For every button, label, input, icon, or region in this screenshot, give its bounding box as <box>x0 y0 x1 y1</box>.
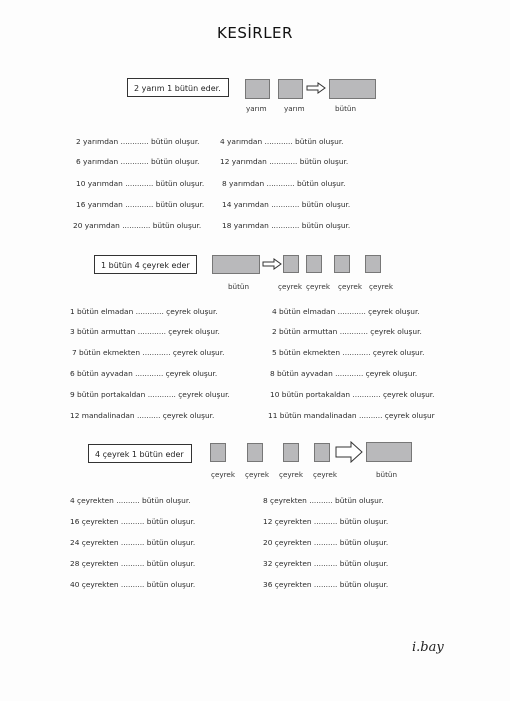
arrow-right-icon <box>306 82 326 94</box>
exercise-line: 32 çeyrekten .......... bütün oluşur. <box>263 559 389 568</box>
page-title: KESİRLER <box>217 24 293 42</box>
exercise-line: 16 yarımdan ............ bütün oluşur. <box>76 200 205 209</box>
exercise-line: 3 bütün armuttan ............ çeyrek oluşur. <box>70 327 220 336</box>
exercise-line: 14 yarımdan ............ bütün oluşur. <box>222 200 351 209</box>
exercise-line: 8 çeyrekten .......... bütün oluşur. <box>263 496 384 505</box>
exercise-line: 12 mandalinadan .......... çeyrek oluşur. <box>70 411 215 420</box>
quarter-block-3 <box>283 443 299 462</box>
label-quarter-2: çeyrek <box>245 470 270 479</box>
exercise-line: 40 çeyrekten .......... bütün oluşur. <box>70 580 196 589</box>
quarter-block-1 <box>210 443 226 462</box>
label-whole: bütün <box>376 470 398 479</box>
exercise-line: 16 çeyrekten .......... bütün oluşur. <box>70 517 196 526</box>
exercise-line: 2 bütün armuttan ............ çeyrek oluşur. <box>272 327 422 336</box>
exercise-line: 20 çeyrekten .......... bütün oluşur. <box>263 538 389 547</box>
label-half-1: yarım <box>246 104 267 113</box>
exercise-line: 1 bütün elmadan ............ çeyrek oluşur. <box>70 307 218 316</box>
exercise-line: 2 yarımdan ............ bütün oluşur. <box>76 137 200 146</box>
half-block-2 <box>278 79 303 99</box>
label-quarter-4: çeyrek <box>313 470 338 479</box>
exercise-line: 11 bütün mandalinadan .......... çeyrek oluşur <box>268 411 435 420</box>
author-signature: i.bay <box>412 640 444 655</box>
label-half-2: yarım <box>284 104 305 113</box>
whole-block <box>366 442 412 462</box>
exercise-line: 24 çeyrekten .......... bütün oluşur. <box>70 538 196 547</box>
exercise-line: 8 bütün ayvadan ............ çeyrek oluşur. <box>270 369 418 378</box>
exercise-line: 28 çeyrekten .......... bütün oluşur. <box>70 559 196 568</box>
exercise-line: 10 bütün portakaldan ............ çeyrek oluşur. <box>270 390 435 399</box>
label-quarter-1: çeyrek <box>211 470 236 479</box>
rule-box-quarters: 1 bütün 4 çeyrek eder <box>94 255 197 274</box>
quarter-block-3 <box>334 255 350 273</box>
arrow-right-icon <box>335 441 363 463</box>
label-quarter-3: çeyrek <box>338 282 363 291</box>
rule-box-halves: 2 yarım 1 bütün eder. <box>127 78 229 97</box>
exercise-line: 7 bütün ekmekten ............ çeyrek oluşur. <box>72 348 225 357</box>
exercise-line: 8 yarımdan ............ bütün oluşur. <box>222 179 346 188</box>
exercise-line: 10 yarımdan ............ bütün oluşur. <box>76 179 205 188</box>
label-quarter-1: çeyrek <box>278 282 303 291</box>
half-block-1 <box>245 79 270 99</box>
quarter-block-2 <box>306 255 322 273</box>
arrow-right-icon <box>262 258 282 270</box>
label-whole: bütün <box>335 104 357 113</box>
label-quarter-4: çeyrek <box>369 282 394 291</box>
exercise-line: 4 çeyrekten .......... bütün oluşur. <box>70 496 191 505</box>
whole-block <box>329 79 376 99</box>
exercise-line: 18 yarımdan ............ bütün oluşur. <box>222 221 351 230</box>
exercise-line: 20 yarımdan ............ bütün oluşur. <box>73 221 202 230</box>
rule-box-quarters-to-whole: 4 çeyrek 1 bütün eder <box>88 444 192 463</box>
label-whole: bütün <box>228 282 250 291</box>
exercise-line: 5 bütün ekmekten ............ çeyrek oluşur. <box>272 348 425 357</box>
exercise-line: 6 yarımdan ............ bütün oluşur. <box>76 157 200 166</box>
label-quarter-3: çeyrek <box>279 470 304 479</box>
exercise-line: 6 bütün ayvadan ............ çeyrek oluşur. <box>70 369 218 378</box>
label-quarter-2: çeyrek <box>306 282 331 291</box>
exercise-line: 9 bütün portakaldan ............ çeyrek oluşur. <box>70 390 230 399</box>
quarter-block-2 <box>247 443 263 462</box>
quarter-block-1 <box>283 255 299 273</box>
whole-block <box>212 255 260 274</box>
exercise-line: 36 çeyrekten .......... bütün oluşur. <box>263 580 389 589</box>
exercise-line: 12 yarımdan ............ bütün oluşur. <box>220 157 349 166</box>
exercise-line: 4 bütün elmadan ............ çeyrek oluşur. <box>272 307 420 316</box>
exercise-line: 12 çeyrekten .......... bütün oluşur. <box>263 517 389 526</box>
exercise-line: 4 yarımdan ............ bütün oluşur. <box>220 137 344 146</box>
quarter-block-4 <box>314 443 330 462</box>
quarter-block-4 <box>365 255 381 273</box>
